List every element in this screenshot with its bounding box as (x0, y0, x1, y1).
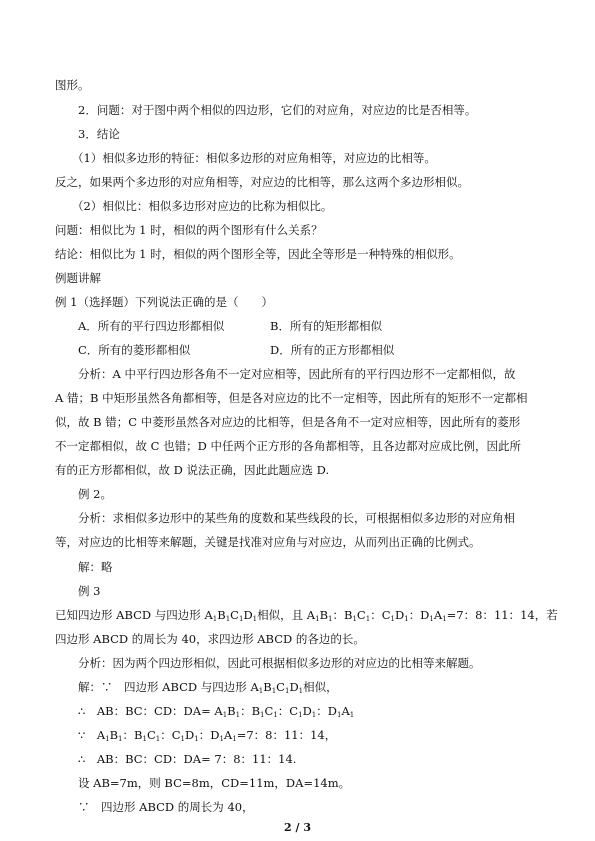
text-line: 解：略 (78, 560, 113, 574)
text-line: 等，对应边的比相等来解题，关键是找准对应角与对应边，从而列出正确的比例式。 (55, 535, 481, 549)
solution-line: 设 AB=7m，则 BC=8m，CD=11m，DA=14m。 (78, 776, 351, 790)
example-2-heading: 例 2。 (78, 487, 112, 501)
text-line: 问题：相似比为 1 时，相似的两个图形有什么关系？ (55, 223, 323, 237)
text-line: 不一定都相似，故 C 也错；D 中任两个正方形的各角都相等，且各边都对应成比例，因此所 (55, 439, 521, 453)
solution-line: 解：∵ 四边形 ABCD 与四边形 $A_1B_1C_1D_1$相似， (78, 680, 338, 695)
text-line: A 错；B 中矩形虽然各角都相等，但是各对应边的比不一定相等，因此所有的矩形不一定都相 (55, 391, 528, 405)
option-b: B．所有的矩形都相似 (270, 319, 382, 333)
solution-line: ∵ $A_1B_1$：$B_1C_1$：$C_1D_1$：$D_1A_1=7$：8：11：14， (78, 728, 337, 743)
text-line: 反之，如果两个多边形的对应角相等，对应边的比相等，那么这两个多边形相似。 (55, 175, 469, 189)
option-d: D．所有的正方形都相似 (270, 343, 395, 357)
text-line: 四边形 ABCD 的周长为 40，求四边形 ABCD 的各边的长。 (55, 632, 365, 646)
text-line: 3．结论 (78, 127, 120, 141)
option-a: A．所有的平行四边形都相似 (78, 319, 225, 333)
example-3-heading: 例 3 (78, 584, 101, 598)
section-heading: 例题讲解 (55, 271, 101, 285)
text-line: 分析：求相似多边形中的某些角的度数和某些线段的长，可根据相似多边形的对应角相 (78, 511, 515, 525)
text-line: 有的正方形都相似，故 D 说法正确，因此此题应选 D. (55, 463, 330, 477)
text-line: 分析：A 中平行四边形各角不一定对应相等，因此所有的平行四边形不一定都相似，故 (78, 367, 516, 381)
text-line: 图形。 (55, 78, 90, 92)
example-1-question: 例 1（选择题）下列说法正确的是（ ） (55, 295, 273, 309)
solution-line: ∵ 四边形 ABCD 的周长为 40， (78, 800, 254, 814)
text-line: 分析：因为两个四边形相似，因此可根据相似多边形的对应边的比相等来解题。 (78, 656, 481, 670)
solution-line: ∴ AB：BC：CD：$DA= A_1B_1$：$B_1C_1$：$C_1D_1$：$D_1A_1$ (78, 704, 355, 719)
solution-line: ∴ AB：BC：CD：DA= 7：8：11：14. (78, 752, 297, 766)
text-line: 结论：相似比为 1 时，相似的两个图形全等，因此全等形是一种特殊的相似形。 (55, 247, 461, 261)
text-line: （1）相似多边形的特征：相似多边形的对应角相等，对应边的比相等。 (72, 151, 436, 165)
page-number: 2 / 3 (284, 821, 311, 834)
text-line: （2）相似比：相似多边形对应边的比称为相似比。 (72, 199, 333, 213)
option-c: C．所有的菱形都相似 (78, 343, 191, 357)
example-3-question: 已知四边形 ABCD 与四边形 $A_1B_1C_1D_1$相似，且 $A_1B_1$：$B_1C_1$：$C_1D_1$：$D_1A_1=7$：8：11：14，若 (55, 608, 558, 623)
text-line: 似，故 B 错；C 中菱形虽然各对应边的比相等，但是各角不一定对应相等，因此所有的菱形 (55, 415, 521, 429)
text-line: 2．问题：对于图中两个相似的四边形，它们的对应角，对应边的比是否相等。 (78, 103, 477, 117)
